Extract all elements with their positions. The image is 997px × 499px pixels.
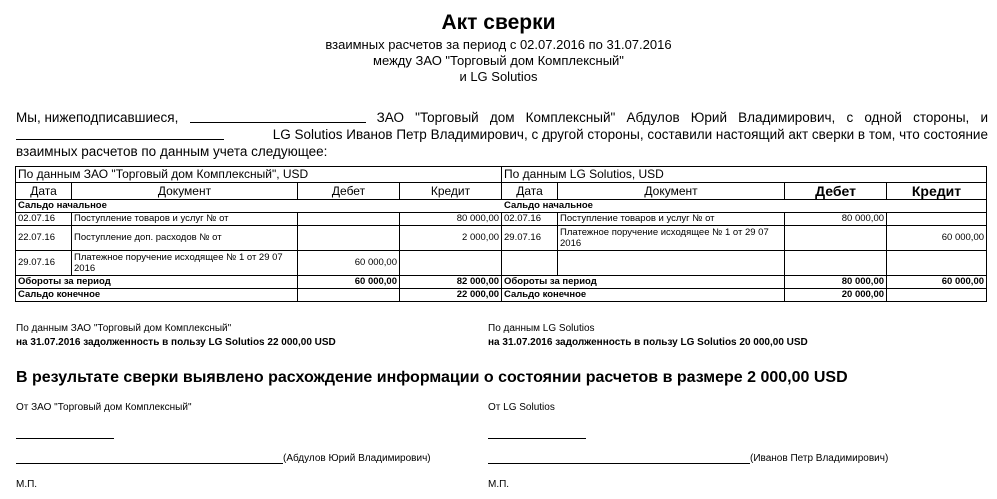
table-row bbox=[16, 213, 987, 226]
signature-line bbox=[488, 463, 750, 464]
summary-right-debt: на 31.07.2016 задолженность в пользу LG Solutios 20 000,00 USD bbox=[488, 337, 808, 348]
turnover-debit: 80 000,00 bbox=[785, 276, 887, 289]
intro-text: стороны, bbox=[913, 110, 970, 125]
intro-text: Абдулов bbox=[626, 110, 680, 125]
turnover-credit: 82 000,00 bbox=[400, 276, 502, 289]
cell-debit bbox=[785, 251, 887, 276]
table-row bbox=[16, 251, 987, 276]
left-party-header: По данным ЗАО "Торговый дом Комплексный", USD bbox=[16, 167, 502, 183]
cell-credit bbox=[400, 251, 502, 276]
closing-balance-label: Сальдо конечное bbox=[16, 289, 298, 302]
opening-balance-label: Сальдо начальное bbox=[502, 200, 987, 213]
signature-line bbox=[488, 438, 586, 439]
cell-debit: 60 000,00 bbox=[298, 251, 400, 276]
intro-text: ЗАО bbox=[376, 110, 405, 125]
signature-from-right: От LG Solutios bbox=[488, 402, 555, 413]
closing-balance-row bbox=[16, 289, 987, 302]
cell-debit: 80 000,00 bbox=[785, 213, 887, 226]
cell-credit bbox=[887, 213, 987, 226]
col-header-document: Документ bbox=[558, 183, 785, 200]
closing-debit: 20 000,00 bbox=[785, 289, 887, 302]
closing-debit bbox=[298, 289, 400, 302]
cell-date: 02.07.16 bbox=[16, 213, 72, 226]
intro-text: с bbox=[846, 110, 854, 125]
signature-from-left: От ЗАО "Торговый дом Комплексный" bbox=[16, 402, 192, 413]
col-header-credit: Кредит bbox=[887, 183, 987, 200]
document-title: Акт сверки bbox=[441, 11, 556, 34]
turnover-row bbox=[16, 276, 987, 289]
col-header-debit: Дебет bbox=[298, 183, 400, 200]
cell-debit bbox=[298, 213, 400, 226]
closing-credit bbox=[887, 289, 987, 302]
opening-balance-label: Сальдо начальное bbox=[16, 200, 502, 213]
intro-text: дом bbox=[489, 110, 515, 125]
party-header-row bbox=[16, 167, 987, 183]
turnover-label: Обороты за период bbox=[502, 276, 785, 289]
closing-balance-label: Сальдо конечное bbox=[502, 289, 785, 302]
document-subtitle-party2: и LG Solutios bbox=[459, 69, 538, 84]
column-header-row bbox=[16, 183, 987, 200]
cell-document: Поступление товаров и услуг № от bbox=[558, 213, 785, 226]
intro-text: Комплексный" bbox=[525, 110, 616, 125]
cell-document: Платежное поручение исходящее № 1 от 29 07 2016 bbox=[558, 226, 785, 251]
intro-text: "Торговый bbox=[415, 110, 479, 125]
intro-line-1 bbox=[16, 110, 988, 125]
intro-text: и bbox=[980, 110, 988, 125]
turnover-label: Обороты за период bbox=[16, 276, 298, 289]
intro-text: Мы, нижеподписавшиеся, bbox=[16, 110, 179, 125]
summary-left-debt: на 31.07.2016 задолженность в пользу LG Solutios 22 000,00 USD bbox=[16, 337, 336, 348]
col-header-credit: Кредит bbox=[400, 183, 502, 200]
intro-text: Владимирович, bbox=[738, 110, 836, 125]
document-subtitle-party1: между ЗАО "Торговый дом Комплексный" bbox=[373, 53, 624, 68]
col-header-document: Документ bbox=[72, 183, 298, 200]
reconciliation-result: В результате сверки выявлено расхождение информации о состоянии расчетов в размере 2 000,00 USD bbox=[16, 369, 848, 386]
signature-blank bbox=[16, 127, 224, 140]
table-row bbox=[16, 226, 987, 251]
intro-line-3: взаимных расчетов по данным учета следующее: bbox=[16, 144, 328, 159]
col-header-date: Дата bbox=[502, 183, 558, 200]
signature-line bbox=[16, 438, 114, 439]
cell-document: Платежное поручение исходящее № 1 от 29 07 2016 bbox=[72, 251, 298, 276]
col-header-date: Дата bbox=[16, 183, 72, 200]
intro-text: LG Solutios Иванов Петр Владимирович, с другой стороны, составили настоящий акт сверки в том, что состояние bbox=[272, 127, 988, 142]
cell-credit: 80 000,00 bbox=[400, 213, 502, 226]
cell-debit bbox=[785, 226, 887, 251]
col-header-debit: Дебет bbox=[785, 183, 887, 200]
stamp-place-left: М.П. bbox=[16, 479, 38, 490]
cell-date: 29.07.16 bbox=[16, 251, 72, 276]
document-subtitle-period: взаимных расчетов за период с 02.07.2016 по 31.07.2016 bbox=[325, 37, 672, 52]
signatory-name-left: (Абдулов Юрий Владимирович) bbox=[283, 453, 431, 464]
intro-text: Юрий bbox=[690, 110, 728, 125]
summary-left-source: По данным ЗАО "Торговый дом Комплексный" bbox=[16, 323, 232, 334]
intro-text: одной bbox=[864, 110, 902, 125]
signature-blank bbox=[190, 110, 366, 123]
intro-line-2 bbox=[16, 127, 988, 142]
turnover-debit: 60 000,00 bbox=[298, 276, 400, 289]
cell-credit bbox=[887, 251, 987, 276]
opening-balance-row bbox=[16, 200, 987, 213]
cell-document: Поступление доп. расходов № от bbox=[72, 226, 298, 251]
cell-debit bbox=[298, 226, 400, 251]
stamp-place-right: М.П. bbox=[488, 479, 510, 490]
reconciliation-table bbox=[15, 166, 987, 302]
cell-document: Поступление товаров и услуг № от bbox=[72, 213, 298, 226]
closing-credit: 22 000,00 bbox=[400, 289, 502, 302]
cell-credit: 60 000,00 bbox=[887, 226, 987, 251]
cell-date bbox=[502, 251, 558, 276]
right-party-header: По данным LG Solutios, USD bbox=[502, 167, 987, 183]
summary-right-source: По данным LG Solutios bbox=[488, 323, 595, 334]
cell-date: 02.07.16 bbox=[502, 213, 558, 226]
cell-document bbox=[558, 251, 785, 276]
signatory-name-right: (Иванов Петр Владимирович) bbox=[750, 453, 889, 464]
turnover-credit: 60 000,00 bbox=[887, 276, 987, 289]
cell-date: 29.07.16 bbox=[502, 226, 558, 251]
cell-date: 22.07.16 bbox=[16, 226, 72, 251]
signature-line bbox=[16, 463, 283, 464]
cell-credit: 2 000,00 bbox=[400, 226, 502, 251]
